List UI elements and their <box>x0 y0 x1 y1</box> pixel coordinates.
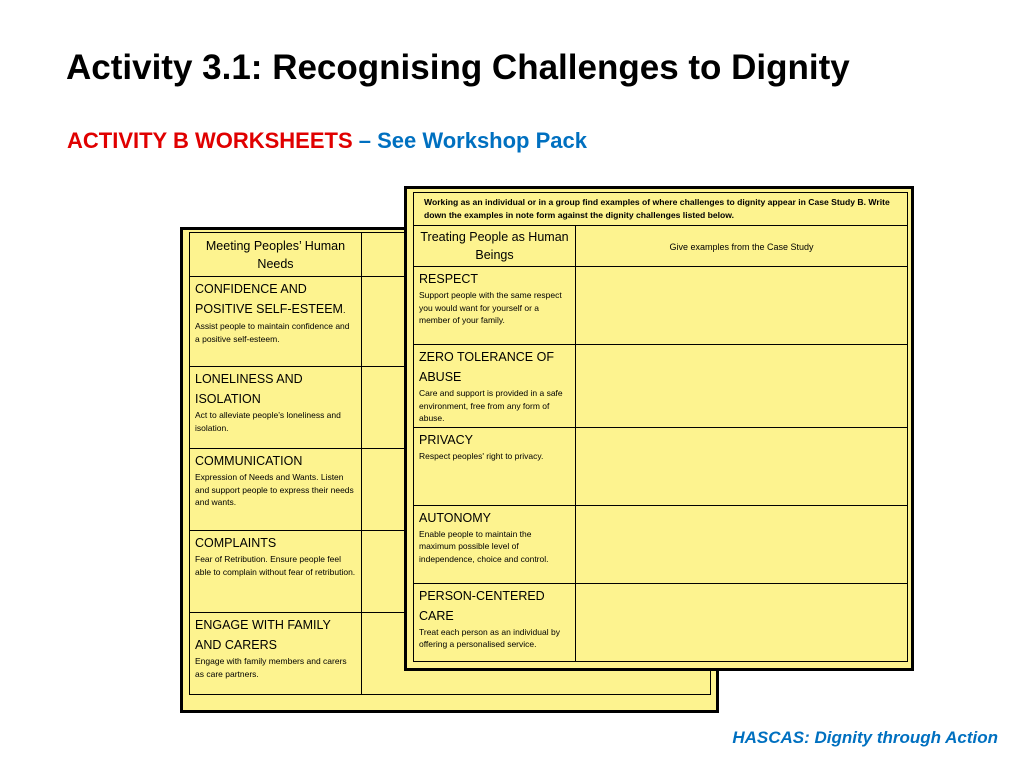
row-title: ENGAGE WITH FAMILY AND CARERS <box>195 618 331 652</box>
row-description: Assist people to maintain confidence and a positive self-esteem. <box>195 321 350 344</box>
row-label-cell <box>190 531 362 613</box>
worksheet-b-header-label: Treating People as Human Beings <box>420 230 569 262</box>
row-description: Act to alleviate people’s loneliness and isolation. <box>195 410 341 433</box>
row-title: RESPECT <box>419 272 479 286</box>
answer-cell[interactable] <box>576 583 908 661</box>
slide-subtitle <box>67 128 587 154</box>
row-description: Respect peoples' right to privacy. <box>419 450 544 461</box>
row-description: Care and support is provided in a safe environment, free from any form of abuse. <box>419 388 563 423</box>
row-title: LONELINESS AND ISOLATION <box>195 372 303 406</box>
examples-column-header: Give examples from the Case Study <box>669 242 814 252</box>
row-title: CONFIDENCE AND POSITIVE SELF-ESTEEM <box>195 282 343 316</box>
worksheet-b-table <box>413 225 908 662</box>
slide-title: Activity 3.1: Recognising Challenges to Dignity <box>66 48 850 87</box>
answer-cell[interactable] <box>576 345 908 428</box>
row-description: Treat each person as an individual by offering a personalised service. <box>419 626 560 649</box>
row-label-cell <box>190 613 362 695</box>
row-label-cell <box>414 267 576 345</box>
row-label-cell <box>190 277 362 367</box>
row-label-cell <box>414 427 576 505</box>
table-row <box>414 345 908 428</box>
row-label-cell <box>190 367 362 449</box>
row-title: COMMUNICATION <box>195 454 303 468</box>
worksheet-b-header-right <box>576 226 908 267</box>
worksheet-a-header-left <box>190 233 362 277</box>
table-row <box>414 505 908 583</box>
answer-cell[interactable] <box>576 427 908 505</box>
row-title-suffix: . <box>342 305 346 315</box>
row-description: Enable people to maintain the maximum possible level of independence, choice and control. <box>419 528 549 564</box>
row-title: COMPLAINTS <box>195 536 277 550</box>
worksheet-instructions: Working as an individual or in a group find examples of where challenges to dignity appear in Case Study B. Write down the examples in note form against the dignity challenges listed below. <box>413 192 908 225</box>
answer-cell[interactable] <box>576 505 908 583</box>
row-description: Fear of Retribution. Ensure people feel able to complain without fear of retribution. <box>195 554 356 577</box>
footer-tagline: HASCAS: Dignity through Action <box>732 728 998 747</box>
row-title: PERSON-CENTERED CARE <box>419 588 545 623</box>
worksheet-a-header-label: Meeting Peoples’ Human Needs <box>205 238 346 271</box>
table-row <box>414 583 908 661</box>
worksheet-b-header-left <box>414 226 576 267</box>
row-title: AUTONOMY <box>419 510 491 525</box>
table-row <box>414 427 908 505</box>
row-label-cell <box>190 449 362 531</box>
subtitle-workshop-pack: – See Workshop Pack <box>352 128 587 153</box>
answer-cell[interactable] <box>576 267 908 345</box>
row-label-cell <box>414 345 576 428</box>
worksheet-treating-people <box>404 186 914 671</box>
row-title: PRIVACY <box>419 432 473 447</box>
row-description: Engage with family members and carers as care partners. <box>195 656 347 679</box>
row-description: Expression of Needs and Wants. Listen and support people to express their needs and wants. <box>195 472 354 507</box>
subtitle-worksheets: ACTIVITY B WORKSHEETS <box>67 128 353 153</box>
row-label-cell <box>414 583 576 661</box>
row-title: ZERO TOLERANCE OF ABUSE <box>419 350 554 384</box>
row-label-cell <box>414 505 576 583</box>
table-row <box>414 267 908 345</box>
row-description: Support people with the same respect you would want for yourself or a member of your family. <box>419 290 562 325</box>
